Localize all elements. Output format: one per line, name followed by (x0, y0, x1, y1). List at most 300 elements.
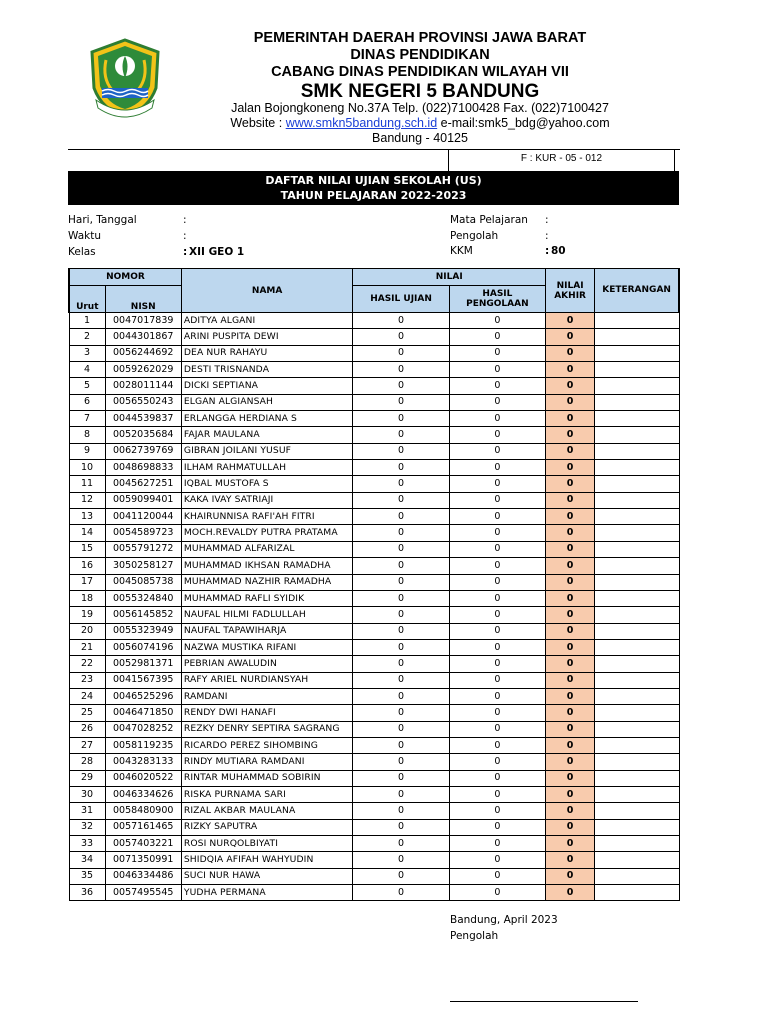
row-keterangan (595, 852, 679, 868)
row-nisn: 0056145852 (105, 607, 181, 623)
row-hasil-pengolaan: 0 (449, 868, 545, 884)
row-name: MUHAMMAD ALFARIZAL (181, 541, 353, 557)
row-name: NAUFAL TAPAWIHARJA (181, 623, 353, 639)
row-keterangan (595, 460, 679, 476)
row-number: 28 (69, 754, 105, 770)
row-hasil-ujian: 0 (353, 394, 449, 410)
gov-title: PEMERINTAH DAERAH PROVINSI JAWA BARAT (253, 30, 587, 46)
row-keterangan (595, 345, 679, 361)
row-nisn: 0058119235 (105, 737, 181, 753)
signature-role: Pengolah (450, 930, 499, 942)
row-name: ELGAN ALGIANSAH (181, 394, 353, 410)
row-keterangan (595, 885, 679, 901)
form-code: F : KUR - 05 - 012 (448, 149, 675, 171)
row-name: PEBRIAN AWALUDIN (181, 656, 353, 672)
row-number: 6 (69, 394, 105, 410)
row-nisn: 0052981371 (105, 656, 181, 672)
row-keterangan (595, 443, 679, 459)
table-row (69, 492, 679, 508)
row-keterangan (595, 476, 679, 492)
row-keterangan (595, 492, 679, 508)
table-row (69, 639, 679, 655)
row-name: RICARDO PEREZ SIHOMBING (181, 737, 353, 753)
row-hasil-ujian: 0 (353, 656, 449, 672)
row-nilai-akhir: 0 (546, 819, 595, 835)
row-hasil-ujian: 0 (353, 525, 449, 541)
row-number: 14 (69, 525, 105, 541)
signature-place-date: Bandung, April 2023 (450, 914, 558, 926)
row-hasil-pengolaan: 0 (449, 574, 545, 590)
row-hasil-ujian: 0 (353, 737, 449, 753)
row-hasil-ujian: 0 (353, 852, 449, 868)
row-hasil-pengolaan: 0 (449, 672, 545, 688)
row-nilai-akhir: 0 (546, 688, 595, 704)
row-nilai-akhir: 0 (546, 509, 595, 525)
row-keterangan (595, 590, 679, 606)
row-keterangan (595, 639, 679, 655)
header-nilai: NILAI (353, 269, 546, 286)
row-number: 4 (69, 362, 105, 378)
row-name: NAUFAL HILMI FADLULLAH (181, 607, 353, 623)
row-hasil-pengolaan: 0 (449, 443, 545, 459)
header-keterangan: KETERANGAN (595, 269, 679, 313)
table-row (69, 345, 679, 361)
row-hasil-pengolaan: 0 (449, 786, 545, 802)
row-hasil-pengolaan: 0 (449, 476, 545, 492)
email-text: e-mail:smk5_bdg@yahoo.com (437, 116, 610, 130)
row-nisn: 0047028252 (105, 721, 181, 737)
row-nisn: 0059262029 (105, 362, 181, 378)
table-row (69, 737, 679, 753)
row-name: SUCI NUR HAWA (181, 868, 353, 884)
row-nilai-akhir: 0 (546, 754, 595, 770)
row-hasil-ujian: 0 (353, 362, 449, 378)
row-nisn: 0055323949 (105, 623, 181, 639)
row-number: 13 (69, 509, 105, 525)
table-row (69, 329, 679, 345)
row-name: KAKA IVAY SATRIAJI (181, 492, 353, 508)
row-hasil-ujian: 0 (353, 443, 449, 459)
row-keterangan (595, 656, 679, 672)
table-row (69, 836, 679, 852)
row-hasil-pengolaan: 0 (449, 852, 545, 868)
row-hasil-ujian: 0 (353, 345, 449, 361)
row-hasil-pengolaan: 0 (449, 525, 545, 541)
row-hasil-ujian: 0 (353, 786, 449, 802)
info-pengolah (450, 229, 650, 243)
row-nilai-akhir: 0 (546, 476, 595, 492)
row-nisn: 0048698833 (105, 460, 181, 476)
row-nisn: 0047017839 (105, 313, 181, 329)
row-name: ADITYA ALGANI (181, 313, 353, 329)
table-row (69, 607, 679, 623)
pengolah-label: Pengolah (450, 230, 499, 242)
row-hasil-pengolaan: 0 (449, 394, 545, 410)
row-keterangan (595, 672, 679, 688)
row-number: 10 (69, 460, 105, 476)
row-hasil-ujian: 0 (353, 460, 449, 476)
row-nisn: 3050258127 (105, 558, 181, 574)
table-row (69, 476, 679, 492)
table-row (69, 786, 679, 802)
row-nilai-akhir: 0 (546, 737, 595, 753)
row-nilai-akhir: 0 (546, 345, 595, 361)
grades-table (68, 268, 680, 901)
row-number: 16 (69, 558, 105, 574)
row-hasil-pengolaan: 0 (449, 558, 545, 574)
row-nilai-akhir: 0 (546, 705, 595, 721)
row-name: DESTI TRISNANDA (181, 362, 353, 378)
row-keterangan (595, 329, 679, 345)
row-name: ROSI NURQOLBIYATI (181, 836, 353, 852)
row-hasil-ujian: 0 (353, 558, 449, 574)
row-nisn: 0056244692 (105, 345, 181, 361)
row-nilai-akhir: 0 (546, 460, 595, 476)
kelas-label: Kelas (68, 246, 96, 258)
title-line-2: TAHUN PELAJARAN 2022-2023 (280, 189, 467, 202)
header-nisn: NISN (105, 286, 181, 313)
row-hasil-pengolaan: 0 (449, 378, 545, 394)
row-hasil-ujian: 0 (353, 329, 449, 345)
header-nomor: NOMOR (69, 269, 181, 286)
row-name: MUHAMMAD NAZHIR RAMADHA (181, 574, 353, 590)
kelas-value: XII GEO 1 (189, 246, 245, 258)
row-nisn: 0052035684 (105, 427, 181, 443)
row-nilai-akhir: 0 (546, 639, 595, 655)
table-row (69, 885, 679, 901)
row-hasil-pengolaan: 0 (449, 705, 545, 721)
table-row (69, 672, 679, 688)
row-name: NAZWA MUSTIKA RIFANI (181, 639, 353, 655)
table-row (69, 411, 679, 427)
row-hasil-ujian: 0 (353, 492, 449, 508)
row-nilai-akhir: 0 (546, 443, 595, 459)
header-nama: NAMA (181, 269, 353, 313)
row-name: GIBRAN JOILANI YUSUF (181, 443, 353, 459)
row-hasil-pengolaan: 0 (449, 427, 545, 443)
row-nilai-akhir: 0 (546, 852, 595, 868)
row-keterangan (595, 411, 679, 427)
row-nisn: 0056550243 (105, 394, 181, 410)
row-name: RIZAL AKBAR MAULANA (181, 803, 353, 819)
header-hasil-ujian: HASIL UJIAN (353, 286, 449, 313)
row-hasil-ujian: 0 (353, 836, 449, 852)
info-mapel (450, 213, 650, 227)
row-name: RIZKY SAPUTRA (181, 819, 353, 835)
table-row (69, 770, 679, 786)
row-nilai-akhir: 0 (546, 378, 595, 394)
row-nilai-akhir: 0 (546, 803, 595, 819)
colon: : (183, 246, 188, 258)
row-keterangan (595, 803, 679, 819)
row-name: DICKI SEPTIANA (181, 378, 353, 394)
row-nisn: 0045627251 (105, 476, 181, 492)
row-nilai-akhir: 0 (546, 786, 595, 802)
row-nisn: 0055791272 (105, 541, 181, 557)
row-nisn: 0046334626 (105, 786, 181, 802)
row-hasil-ujian: 0 (353, 427, 449, 443)
table-row (69, 541, 679, 557)
header-hasil-pengolaan: HASIL PENGOLAAN (449, 286, 545, 313)
row-hasil-ujian: 0 (353, 541, 449, 557)
row-nisn: 0057495545 (105, 885, 181, 901)
row-keterangan (595, 427, 679, 443)
row-hasil-pengolaan: 0 (449, 803, 545, 819)
info-kkm (450, 244, 650, 258)
row-name: YUDHA PERMANA (181, 885, 353, 901)
row-keterangan (595, 868, 679, 884)
row-hasil-ujian: 0 (353, 476, 449, 492)
row-nilai-akhir: 0 (546, 590, 595, 606)
row-keterangan (595, 737, 679, 753)
kkm-value: 80 (551, 245, 566, 257)
row-hasil-ujian: 0 (353, 819, 449, 835)
row-number: 2 (69, 329, 105, 345)
row-hasil-pengolaan: 0 (449, 460, 545, 476)
row-nisn: 0043283133 (105, 754, 181, 770)
website-link[interactable]: www.smkn5bandung.sch.id (285, 116, 438, 130)
row-hasil-pengolaan: 0 (449, 754, 545, 770)
row-name: RINDY MUTIARA RAMDANI (181, 754, 353, 770)
row-hasil-pengolaan: 0 (449, 737, 545, 753)
row-nisn: 0062739769 (105, 443, 181, 459)
row-keterangan (595, 541, 679, 557)
row-number: 27 (69, 737, 105, 753)
row-keterangan (595, 819, 679, 835)
row-number: 30 (69, 786, 105, 802)
row-number: 12 (69, 492, 105, 508)
row-name: IQBAL MUSTOFA S (181, 476, 353, 492)
table-row (69, 721, 679, 737)
row-hasil-pengolaan: 0 (449, 688, 545, 704)
city-postcode: Bandung - 40125 (372, 131, 468, 145)
row-number: 8 (69, 427, 105, 443)
table-row (69, 819, 679, 835)
row-nisn: 0046334486 (105, 868, 181, 884)
row-number: 3 (69, 345, 105, 361)
row-nilai-akhir: 0 (546, 836, 595, 852)
table-row (69, 460, 679, 476)
row-name: RENDY DWI HANAFI (181, 705, 353, 721)
row-number: 19 (69, 607, 105, 623)
row-hasil-ujian: 0 (353, 803, 449, 819)
row-name: MUHAMMAD IKHSAN RAMADHA (181, 558, 353, 574)
table-row (69, 688, 679, 704)
table-row (69, 574, 679, 590)
table-row (69, 590, 679, 606)
row-hasil-pengolaan: 0 (449, 411, 545, 427)
row-nilai-akhir: 0 (546, 623, 595, 639)
row-nilai-akhir: 0 (546, 541, 595, 557)
row-nisn: 0046525296 (105, 688, 181, 704)
row-number: 24 (69, 688, 105, 704)
row-number: 5 (69, 378, 105, 394)
row-hasil-ujian: 0 (353, 509, 449, 525)
row-hasil-pengolaan: 0 (449, 819, 545, 835)
row-keterangan (595, 313, 679, 329)
row-number: 18 (69, 590, 105, 606)
row-hasil-pengolaan: 0 (449, 607, 545, 623)
row-hasil-ujian: 0 (353, 574, 449, 590)
row-number: 33 (69, 836, 105, 852)
row-name: ERLANGGA HERDIANA S (181, 411, 353, 427)
row-nilai-akhir: 0 (546, 313, 595, 329)
row-hasil-ujian: 0 (353, 721, 449, 737)
row-hasil-pengolaan: 0 (449, 541, 545, 557)
row-nilai-akhir: 0 (546, 394, 595, 410)
table-row (69, 623, 679, 639)
info-hari (68, 213, 368, 227)
row-hasil-ujian: 0 (353, 378, 449, 394)
row-nilai-akhir: 0 (546, 672, 595, 688)
row-hasil-pengolaan: 0 (449, 836, 545, 852)
row-number: 11 (69, 476, 105, 492)
letterhead (200, 30, 640, 150)
signature-line (450, 1001, 638, 1002)
row-hasil-pengolaan: 0 (449, 656, 545, 672)
row-keterangan (595, 574, 679, 590)
row-name: MUHAMMAD RAFLI SYIDIK (181, 590, 353, 606)
row-hasil-pengolaan: 0 (449, 623, 545, 639)
row-name: RISKA PURNAMA SARI (181, 786, 353, 802)
row-name: KHAIRUNNISA RAFI'AH FITRI (181, 509, 353, 525)
title-line-1: DAFTAR NILAI UJIAN SEKOLAH (US) (265, 174, 482, 187)
row-nilai-akhir: 0 (546, 885, 595, 901)
table-row (69, 558, 679, 574)
row-number: 36 (69, 885, 105, 901)
row-number: 22 (69, 656, 105, 672)
table-row (69, 443, 679, 459)
row-keterangan (595, 688, 679, 704)
row-hasil-ujian: 0 (353, 885, 449, 901)
row-number: 17 (69, 574, 105, 590)
row-nilai-akhir: 0 (546, 770, 595, 786)
row-nisn: 0058480900 (105, 803, 181, 819)
row-hasil-pengolaan: 0 (449, 492, 545, 508)
branch-title: CABANG DINAS PENDIDIKAN WILAYAH VII (271, 64, 569, 80)
row-hasil-pengolaan: 0 (449, 639, 545, 655)
row-nilai-akhir: 0 (546, 656, 595, 672)
row-nisn: 0056074196 (105, 639, 181, 655)
row-nilai-akhir: 0 (546, 558, 595, 574)
row-nilai-akhir: 0 (546, 868, 595, 884)
row-nilai-akhir: 0 (546, 607, 595, 623)
row-keterangan (595, 509, 679, 525)
table-row (69, 394, 679, 410)
row-name: REZKY DENRY SEPTIRA SAGRANG (181, 721, 353, 737)
row-nisn: 0057161465 (105, 819, 181, 835)
row-nilai-akhir: 0 (546, 427, 595, 443)
school-address: Jalan Bojongkoneng No.37A Telp. (022)7100428 Fax. (022)7100427 (231, 101, 609, 115)
hari-label: Hari, Tanggal (68, 214, 137, 226)
row-number: 25 (69, 705, 105, 721)
row-nilai-akhir: 0 (546, 721, 595, 737)
provincial-logo (88, 38, 162, 118)
row-hasil-ujian: 0 (353, 313, 449, 329)
row-number: 32 (69, 819, 105, 835)
waktu-label: Waktu (68, 230, 101, 242)
row-keterangan (595, 525, 679, 541)
row-nilai-akhir: 0 (546, 362, 595, 378)
row-hasil-ujian: 0 (353, 672, 449, 688)
row-number: 34 (69, 852, 105, 868)
row-number: 1 (69, 313, 105, 329)
row-hasil-ujian: 0 (353, 770, 449, 786)
row-keterangan (595, 705, 679, 721)
row-name: DEA NUR RAHAYU (181, 345, 353, 361)
row-nisn: 0055324840 (105, 590, 181, 606)
row-number: 7 (69, 411, 105, 427)
row-number: 23 (69, 672, 105, 688)
row-nisn: 0028011144 (105, 378, 181, 394)
row-hasil-ujian: 0 (353, 705, 449, 721)
row-nilai-akhir: 0 (546, 492, 595, 508)
row-keterangan (595, 721, 679, 737)
row-hasil-pengolaan: 0 (449, 590, 545, 606)
row-hasil-ujian: 0 (353, 623, 449, 639)
row-hasil-pengolaan: 0 (449, 313, 545, 329)
row-name: SHIDQIA AFIFAH WAHYUDIN (181, 852, 353, 868)
row-keterangan (595, 362, 679, 378)
row-nisn: 0041120044 (105, 509, 181, 525)
row-hasil-pengolaan: 0 (449, 329, 545, 345)
row-number: 26 (69, 721, 105, 737)
info-kelas (68, 245, 368, 259)
row-number: 9 (69, 443, 105, 459)
row-hasil-ujian: 0 (353, 590, 449, 606)
row-name: ARINI PUSPITA DEWI (181, 329, 353, 345)
row-name: RAFY ARIEL NURDIANSYAH (181, 672, 353, 688)
row-hasil-pengolaan: 0 (449, 721, 545, 737)
colon: : (183, 214, 187, 226)
row-keterangan (595, 836, 679, 852)
table-row (69, 378, 679, 394)
row-nisn: 0059099401 (105, 492, 181, 508)
row-nisn: 0046020522 (105, 770, 181, 786)
dept-title: DINAS PENDIDIKAN (350, 47, 490, 63)
row-nilai-akhir: 0 (546, 574, 595, 590)
row-keterangan (595, 378, 679, 394)
row-keterangan (595, 786, 679, 802)
row-number: 29 (69, 770, 105, 786)
info-waktu (68, 229, 368, 243)
row-hasil-pengolaan: 0 (449, 345, 545, 361)
row-nilai-akhir: 0 (546, 525, 595, 541)
table-row (69, 705, 679, 721)
row-hasil-ujian: 0 (353, 411, 449, 427)
row-nisn: 0044301867 (105, 329, 181, 345)
table-row (69, 525, 679, 541)
contact-line (200, 116, 640, 131)
colon: : (545, 214, 549, 226)
table-row (69, 868, 679, 884)
table-row (69, 754, 679, 770)
row-nisn: 0045085738 (105, 574, 181, 590)
table-row (69, 509, 679, 525)
mapel-label: Mata Pelajaran (450, 214, 528, 226)
table-row (69, 803, 679, 819)
table-row (69, 362, 679, 378)
row-number: 15 (69, 541, 105, 557)
row-nisn: 0044539837 (105, 411, 181, 427)
row-keterangan (595, 607, 679, 623)
row-nisn: 0054589723 (105, 525, 181, 541)
row-nisn: 0071350991 (105, 852, 181, 868)
colon: : (183, 230, 187, 242)
row-keterangan (595, 558, 679, 574)
table-row (69, 656, 679, 672)
row-hasil-ujian: 0 (353, 688, 449, 704)
